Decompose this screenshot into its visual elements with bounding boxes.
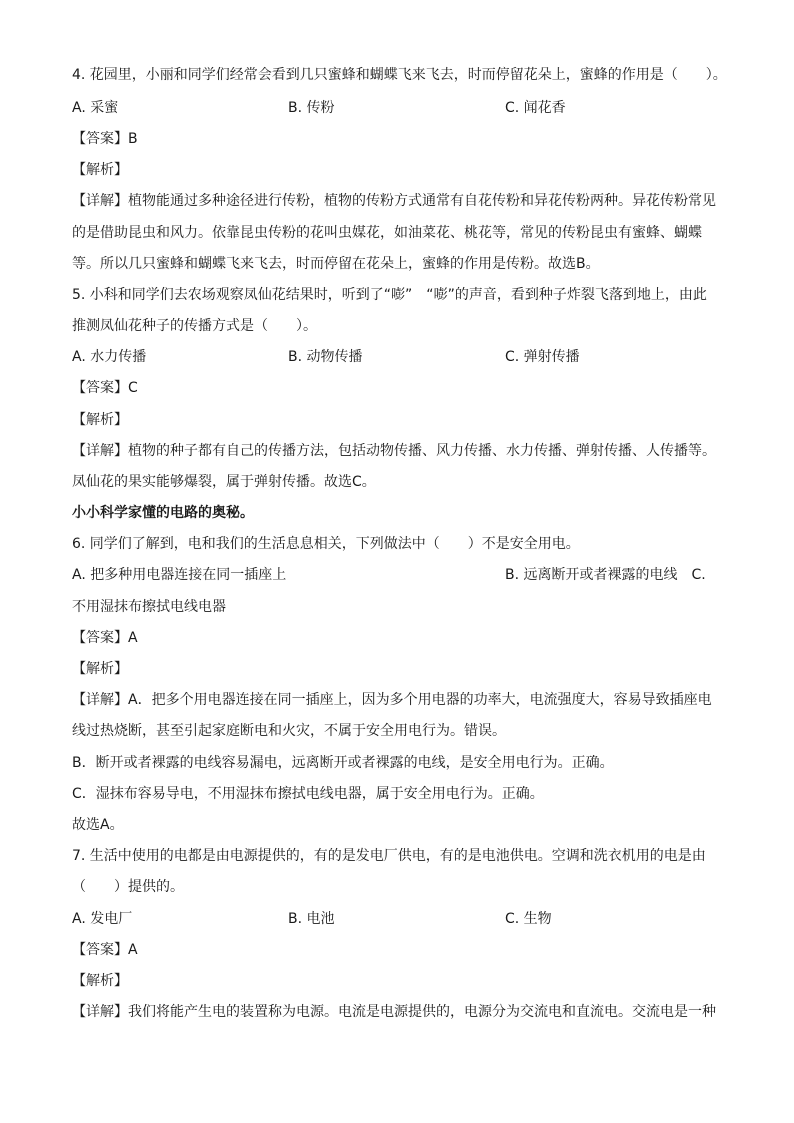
- q4-option-c: C. 闻花香: [505, 100, 566, 116]
- q5-option-b: B. 动物传播: [288, 349, 363, 365]
- q4-stem: 4. 花园里，小丽和同学们经常会看到几只蜜蜂和蝴蝶飞来飞去，时而停留花朵上，蜜蜂的作用是（ ）。: [72, 67, 727, 83]
- q6-detail-line-1: 【详解】A．把多个用电器连接在同一插座上，因为多个用电器的功率大，电流强度大，容易导致插座电: [72, 692, 712, 708]
- q6-detail-line-4: C．湿抹布容易导电，不用湿抹布擦拭电线电器，属于安全用电行为。正确。: [72, 786, 544, 802]
- section-title: 小小科学家懂的电路的奥秘。: [72, 505, 254, 521]
- q6-analysis: 【解析】: [72, 661, 128, 677]
- q6-detail-line-3: B．断开或者裸露的电线容易漏电，远离断开或者裸露的电线，是安全用电行为。正确。: [72, 755, 614, 771]
- q7-answer: 【答案】A: [72, 942, 138, 958]
- q5-detail-line-1: 【详解】植物的种子都有自己的传播方法，包括动物传播、风力传播、水力传播、弹射传播、人传播等。: [72, 443, 716, 459]
- q6-detail-line-2: 线过热烧断，甚至引起家庭断电和火灾，不属于安全用电行为。错误。: [72, 723, 506, 739]
- q5-answer: 【答案】C: [72, 380, 138, 396]
- q4-detail-line-2: 的是借助昆虫和风力。依靠昆虫传粉的花叫虫媒花，如油菜花、桃花等，常见的传粉昆虫有蜜蜂、蝴蝶: [72, 225, 702, 241]
- q4-detail-line-3: 等。所以几只蜜蜂和蝴蝶飞来飞去，时而停留在花朵上，蜜蜂的作用是传粉。故选B。: [72, 256, 600, 272]
- q6-stem: 6. 同学们了解到，电和我们的生活息息相关，下列做法中（ ）不是安全用电。: [72, 536, 580, 552]
- q7-stem-line-2: （ ）提供的。: [72, 879, 184, 895]
- q6-answer: 【答案】A: [72, 630, 138, 646]
- q4-option-b: B. 传粉: [288, 100, 335, 116]
- q6-option-c: 不用湿抹布擦拭电线电器: [72, 599, 226, 615]
- q7-detail-line-1: 【详解】我们将能产生电的装置称为电源。电流是电源提供的，电源分为交流电和直流电。交流电是一种: [72, 1004, 716, 1020]
- q4-option-a: A. 采蜜: [72, 100, 119, 116]
- q5-detail-line-2: 凤仙花的果实能够爆裂，属于弹射传播。故选C。: [72, 474, 376, 490]
- q6-option-b: B. 远离断开或者裸露的电线 C.: [505, 567, 706, 583]
- q7-option-a: A. 发电厂: [72, 911, 133, 927]
- q5-option-a: A. 水力传播: [72, 349, 147, 365]
- q5-option-c: C. 弹射传播: [505, 349, 580, 365]
- q6-option-a: A. 把多种用电器连接在同一插座上: [72, 567, 287, 583]
- q7-stem-line-1: 7. 生活中使用的电都是由电源提供的，有的是发电厂供电，有的是电池供电。空调和洗衣机用的电是由: [72, 848, 706, 864]
- q4-detail-line-1: 【详解】植物能通过多种途径进行传粉，植物的传粉方式通常有自花传粉和异花传粉两种。异花传粉常见: [72, 193, 716, 209]
- q7-option-c: C. 生物: [505, 911, 552, 927]
- q7-option-b: B. 电池: [288, 911, 335, 927]
- q6-detail-line-5: 故选A。: [72, 817, 124, 833]
- q4-analysis: 【解析】: [72, 162, 128, 178]
- q7-analysis: 【解析】: [72, 973, 128, 989]
- q4-answer: 【答案】B: [72, 131, 138, 147]
- q5-stem-line-2: 推测凤仙花种子的传播方式是（ ）。: [72, 318, 317, 334]
- q5-stem-line-1: 5. 小科和同学们去农场观察凤仙花结果时，听到了“嘭” “嘭”的声音，看到种子炸裂飞落到地上，由此: [72, 287, 707, 303]
- q5-analysis: 【解析】: [72, 412, 128, 428]
